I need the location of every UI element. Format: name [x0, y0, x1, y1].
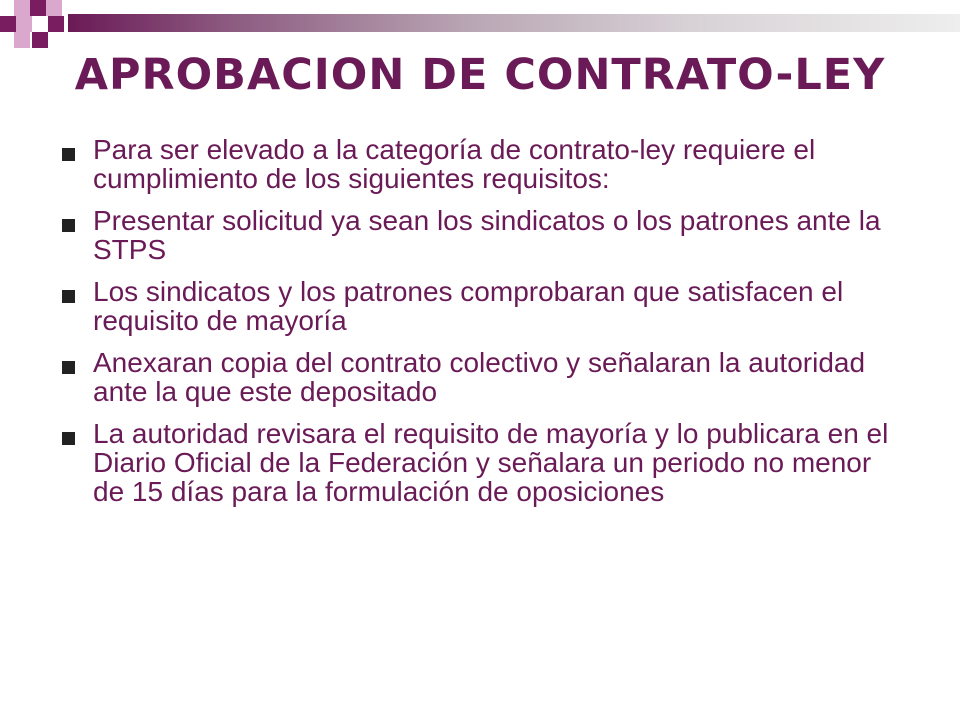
ornament-square [16, 16, 32, 32]
ornament-square [48, 16, 64, 32]
square-bullet-icon [62, 148, 75, 161]
bullet-item [60, 135, 910, 193]
ornament-square [46, 0, 62, 16]
bullet-item [60, 277, 910, 335]
ornament-square [14, 0, 30, 16]
square-bullet-icon [62, 290, 75, 303]
bullet-text: Presentar solicitud ya sean los sindicatos o los patrones ante la STPS [93, 205, 881, 265]
ornament-square [32, 32, 48, 48]
ornament-square [0, 16, 16, 32]
bullet-item [60, 419, 910, 506]
bullet-text: La autoridad revisara el requisito de mayoría y lo publicara en el Diario Oficial de la Federación y señalara un periodo no menor de 15 días para la formulación de oposiciones [93, 418, 889, 507]
bullet-text: Para ser elevado a la categoría de contrato-ley requiere el cumplimiento de los siguientes requisitos: [93, 134, 816, 194]
bullet-text: Los sindicatos y los patrones comprobaran que satisfacen el requisito de mayoría [93, 276, 844, 336]
bullet-list [60, 135, 910, 519]
square-bullet-icon [62, 432, 75, 445]
bullet-text: Anexaran copia del contrato colectivo y señalaran la autoridad ante la que este depositado [93, 347, 866, 407]
ornament-square [14, 32, 30, 48]
bullet-item [60, 348, 910, 406]
square-bullet-icon [62, 361, 75, 374]
slide-title: APROBACION DE CONTRATO-LEY [74, 50, 886, 100]
bullet-item [60, 206, 910, 264]
square-bullet-icon [62, 219, 75, 232]
ornament-square [30, 0, 46, 16]
header-gradient-bar [68, 14, 960, 32]
